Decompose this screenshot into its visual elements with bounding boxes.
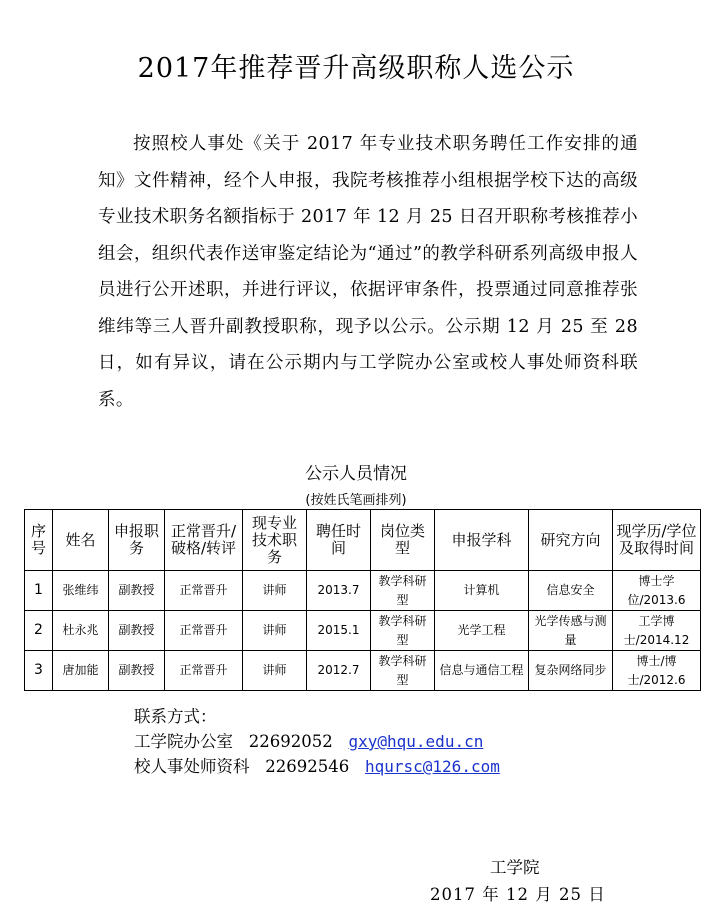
cell-applied-position: 副教授 — [109, 651, 165, 691]
cell-research-area: 信息安全 — [529, 571, 613, 611]
cell-post-type: 教学科研型 — [371, 611, 435, 651]
table-row — [25, 651, 701, 691]
cell-post-type: 教学科研型 — [371, 571, 435, 611]
header-research-area: 研究方向 — [529, 510, 613, 571]
cell-degree: 博士学位/2013.6 — [613, 571, 701, 611]
cell-name: 唐加能 — [53, 651, 109, 691]
contact-office-name: 工学院办公室 — [134, 732, 233, 751]
header-discipline: 申报学科 — [435, 510, 529, 571]
header-post-type: 岗位类型 — [371, 510, 435, 571]
cell-name: 杜永兆 — [53, 611, 109, 651]
cell-name: 张维纬 — [53, 571, 109, 611]
cell-index: 3 — [25, 651, 53, 691]
header-index: 序号 — [25, 510, 53, 571]
contact-line-college-office — [134, 728, 483, 752]
cell-applied-position: 副教授 — [109, 571, 165, 611]
table-title: 公示人员情况 — [305, 464, 407, 484]
cell-index: 2 — [25, 611, 53, 651]
cell-appointment-date: 2015.1 — [307, 611, 371, 651]
header-applied-position: 申报职务 — [109, 510, 165, 571]
header-name: 姓名 — [53, 510, 109, 571]
cell-current-title: 讲师 — [243, 571, 307, 611]
cell-applied-position: 副教授 — [109, 611, 165, 651]
contact-phone: 22692052 — [248, 732, 333, 751]
table-row — [25, 571, 701, 611]
cell-discipline: 信息与通信工程 — [435, 651, 529, 691]
cell-appointment-date: 2013.7 — [307, 571, 371, 611]
candidates-table — [24, 509, 701, 691]
cell-discipline: 光学工程 — [435, 611, 529, 651]
cell-degree: 工学博士/2014.12 — [613, 611, 701, 651]
cell-current-title: 讲师 — [243, 611, 307, 651]
cell-index: 1 — [25, 571, 53, 611]
cell-current-title: 讲师 — [243, 651, 307, 691]
announcement-body: 按照校人事处《关于 2017 年专业技术职务聘任工作安排的通知》文件精神，经个人申报，我院考核推荐小组根据学校下达的高级专业技术职务名额指标于 2017 年 12 月 25 日召开职称考核推荐小组会，组织代表作送审鉴定结论为“通过”的教学科研系列高级申报人员进行公开述职，并进行评议，依据评审条件，投票通过同意推荐张维纬等三人晋升副教授职称，现予以公示。公示期 12 月 25 至 28 日，如有异议，请在公示期内与工学院办公室或校人事处师资科联系。 — [98, 134, 638, 410]
cell-research-area: 光学传感与测量 — [529, 611, 613, 651]
contact-phone: 22692546 — [265, 757, 350, 776]
cell-research-area: 复杂网络同步 — [529, 651, 613, 691]
signature-date: 2017 年 12 月 25 日 — [430, 885, 606, 904]
header-promotion-type: 正常晋升/破格/转评 — [165, 510, 243, 571]
contact-email-link[interactable]: gxy@hqu.edu.cn — [348, 732, 484, 751]
cell-appointment-date: 2012.7 — [307, 651, 371, 691]
cell-discipline: 计算机 — [435, 571, 529, 611]
cell-promotion-type: 正常晋升 — [165, 651, 243, 691]
contact-office-name: 校人事处师资科 — [134, 757, 250, 776]
contact-line-hr-office — [134, 753, 500, 777]
table-subtitle: (按姓氏笔画排列) — [305, 493, 407, 508]
cell-promotion-type: 正常晋升 — [165, 571, 243, 611]
table-header-row — [25, 510, 701, 571]
contact-email-link[interactable]: hqursc@126.com — [364, 757, 500, 776]
page-title: 2017年推荐晋升高级职称人选公示 — [137, 53, 575, 84]
header-degree: 现学历/学位及取得时间 — [613, 510, 701, 571]
cell-post-type: 教学科研型 — [371, 651, 435, 691]
table-row — [25, 611, 701, 651]
header-appointment-date: 聘任时间 — [307, 510, 371, 571]
contact-label: 联系方式： — [134, 707, 217, 726]
signature-organization: 工学院 — [490, 858, 540, 877]
header-current-title: 现专业技术职务 — [243, 510, 307, 571]
cell-promotion-type: 正常晋升 — [165, 611, 243, 651]
cell-degree: 博士/博士/2012.6 — [613, 651, 701, 691]
